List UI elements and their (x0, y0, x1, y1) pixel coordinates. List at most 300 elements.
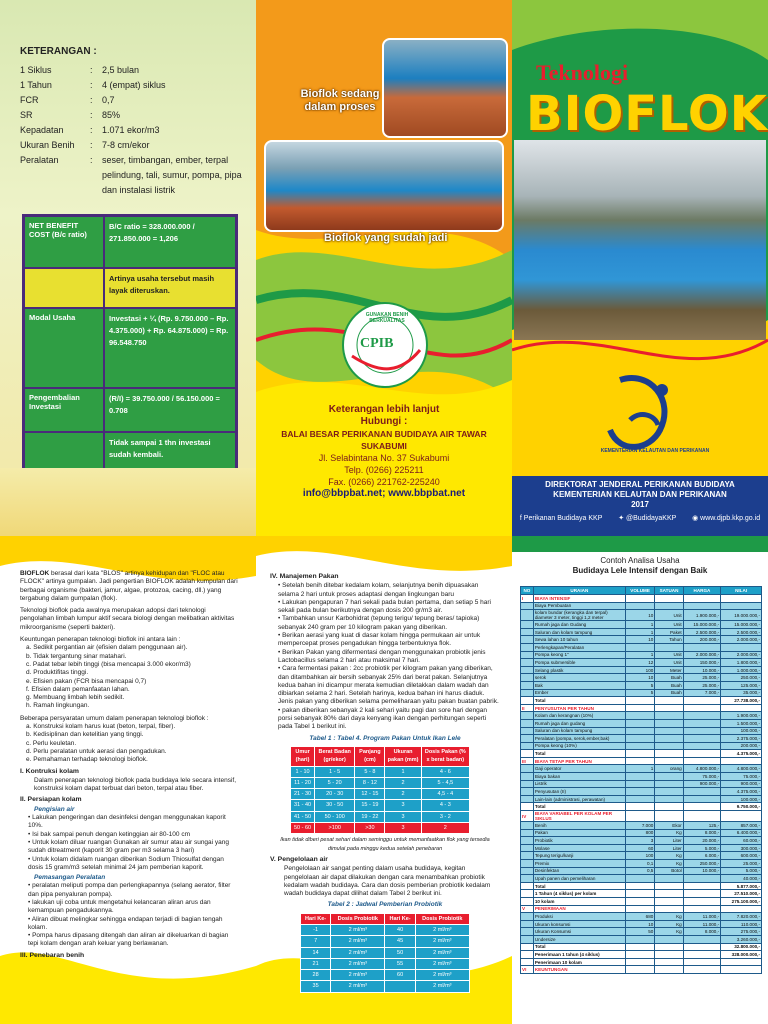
analisa-cell (625, 643, 654, 651)
analisa-cell (683, 727, 720, 735)
analisa-cell (521, 890, 534, 898)
analisa-cell (521, 621, 534, 629)
analisa-cell (683, 951, 720, 959)
analisa-cell: Tepung terigu/kanji (533, 852, 625, 860)
analisa-row (521, 610, 762, 621)
analisa-cell (683, 712, 720, 720)
analisa-cell (683, 602, 720, 610)
analisa-cell: Total (533, 697, 625, 705)
analisa-cell: 857.000,- (721, 822, 762, 830)
keterangan-row (20, 153, 250, 198)
analisa-cell (655, 602, 683, 610)
contact-address: Jl. Selabintana No. 37 Sukabumi (318, 453, 450, 463)
pemasangan-title: Pemasangan Peralatan (34, 874, 106, 882)
analisa-cell (625, 788, 654, 796)
table-cell: 2 ml/m³ (415, 981, 469, 992)
intro-text (20, 570, 240, 961)
keterangan-value: seser, timbangan, ember, terpal pelindung, tali, sumur, pompa, pipa dan instalasi listrik (102, 155, 242, 195)
list-item: h. Ramah lingkungan. (26, 702, 90, 710)
analisa-cell: KEUNTUNGAN (533, 966, 625, 974)
analisa-cell (683, 643, 720, 651)
list-item: • Untuk kolam didalam ruangan diberikan Sodium Thiosulfat dengan dosis 15 gram/m3 setelah minimal 24 jam pemberian kaporit. (28, 856, 240, 873)
analisa-cell: 100 (625, 666, 654, 674)
analisa-cell (655, 704, 683, 712)
list-item: c. Perlu keuletan. (26, 739, 77, 747)
analisa-row (521, 913, 762, 921)
analisa-cell (625, 727, 654, 735)
cpib-ring-text: GUNAKAN BENIH BERKUALITAS (365, 312, 409, 324)
analisa-cell (625, 773, 654, 781)
analisa-cell (521, 920, 534, 928)
table-row (291, 800, 470, 811)
analisa-cell: 50 (625, 928, 654, 936)
table-cell: 2 ml/m³ (331, 936, 385, 947)
table-cell: 1 (385, 766, 421, 777)
list-item: e. Pemahaman terhadap teknologi bioflok. (26, 756, 148, 764)
analisa-cell: Penerimaan 1 tahun (4 siklus) (533, 951, 625, 959)
analisa-cell: 2.000.000,- (721, 636, 762, 644)
analisa-cell (521, 742, 534, 750)
analisa-cell: Probiotik (533, 837, 625, 845)
analisa-cell: 1.900.000,- (721, 712, 762, 720)
analisa-row (521, 666, 762, 674)
analisa-cell: 2.375.000,- (721, 735, 762, 743)
list-item: d. Perlu peralatan untuk aerasi dan pengadukan. (26, 747, 167, 755)
pengisian-air-title: Pengisian air (34, 805, 75, 813)
table-row (291, 823, 470, 834)
photo-bioflok-process-2 (264, 140, 504, 232)
panel-keterangan (0, 0, 256, 536)
table-cell: >30 (355, 823, 385, 834)
analisa-cell (521, 867, 534, 875)
table-row (291, 811, 470, 822)
analisa-table (520, 586, 762, 974)
dir-line1: DIREKTORAT JENDERAL PERIKANAN BUDIDAYA (545, 480, 735, 489)
analisa-cell (655, 811, 683, 822)
analisa-cell: 4.800.000,- (683, 765, 720, 773)
analisa-cell: IV (521, 811, 534, 822)
benefit-row (25, 389, 235, 433)
facebook-icon: f (519, 515, 524, 522)
table-cell: 30 - 50 (315, 800, 355, 811)
analisa-cell: 10.000,- (683, 867, 720, 875)
analisa-cell: 150.000,- (683, 659, 720, 667)
benefit-row (25, 217, 235, 269)
analisa-cell: Unit (655, 659, 683, 667)
analisa-cell: Rumah jaga dan Gudang (533, 621, 625, 629)
section-pengelolaan-air: V. Pengelolaan air (270, 855, 328, 863)
analisa-header-cell: HARGA (683, 587, 720, 595)
analisa-cell (521, 882, 534, 890)
analisa-cell: Total (533, 882, 625, 890)
table-header-cell: Berat Badan (gr/ekor) (315, 746, 355, 766)
list-item: • Pompa harus dipasang ditengah dan aliran air dikeluarkan di bagian tepi kolam dengan arah keluar yang berlawanan. (28, 932, 240, 949)
table-cell: 1 - 5 (315, 766, 355, 777)
analisa-cell: 7.000 (625, 822, 654, 830)
analisa-cell (683, 905, 720, 913)
cpib-text: CPIB (360, 336, 394, 351)
list-item: • Setelah benih ditebar kedalam kolam, selanjutnya benih dipuasakan selama 2 hari untuk proses adaptasi dengan lingkungan baru (278, 582, 500, 599)
table-row (291, 777, 470, 788)
analisa-cell: 60.000,- (721, 837, 762, 845)
analisa-cell: 8.000,- (683, 928, 720, 936)
analisa-cell (655, 719, 683, 727)
analisa-cell: 600.000,- (721, 852, 762, 860)
analisa-cell: Listrik (533, 780, 625, 788)
list-item: • Tambahkan unsur Karbohidrat (tepung terigu/ tepung beras/ tapioka) sebanyak 240 gram per 10 kilogram pakan yang diberikan. (278, 615, 500, 632)
analisa-cell: 0,5 (625, 867, 654, 875)
analisa-row (521, 788, 762, 796)
dir-year: 2017 (631, 500, 649, 509)
analisa-row (521, 595, 762, 603)
analisa-cell: 75.000,- (683, 773, 720, 781)
table-header-cell: Dosis Probiotik (331, 913, 385, 924)
keterangan-key: Ukuran Benih (20, 140, 75, 150)
analisa-row (521, 803, 762, 811)
analisa-cell: 900.000,- (683, 780, 720, 788)
analisa-cell (625, 803, 654, 811)
analisa-cell: 5.000,- (683, 844, 720, 852)
analisa-cell: Pompa submersible (533, 659, 625, 667)
benefit-label (25, 433, 105, 469)
analisa-row (521, 735, 762, 743)
analisa-cell (683, 897, 720, 905)
analisa-cell: 100.000,- (721, 727, 762, 735)
table-header-cell: Panjang (cm) (355, 746, 385, 766)
analisa-cell: Total (533, 943, 625, 951)
intro-para3: Keuntungan penerapan teknologi bioflok ini antara lain : (20, 636, 181, 644)
analisa-cell (655, 750, 683, 758)
analisa-cell (655, 697, 683, 705)
analisa-row (521, 905, 762, 913)
analisa-cell (655, 890, 683, 898)
analisa-cell (625, 951, 654, 959)
analisa-cell (655, 905, 683, 913)
analisa-cell (683, 757, 720, 765)
table-header-cell: Hari Ke- (301, 913, 331, 924)
analisa-cell: 1.800.000,- (721, 659, 762, 667)
keterangan-colon: : (90, 110, 93, 120)
analisa-cell: 110.000,- (721, 920, 762, 928)
feed-text (270, 570, 500, 993)
analisa-row (521, 712, 762, 720)
analisa-row (521, 628, 762, 636)
table-cell: 55 (385, 958, 415, 969)
keterangan-row (20, 108, 250, 123)
analisa-cell (655, 966, 683, 974)
analisa-cell (655, 757, 683, 765)
analisa-cell: 125,- (683, 822, 720, 830)
keterangan-row (20, 93, 250, 108)
table-cell: 2 ml/m³ (415, 924, 469, 935)
pengelolaan-air-text: Pengelolaan air sangat penting dalam usaha budidaya, kegitan pengelolaan air dapat dilakukan dengan cara menambahkan probiotik kedalam wadah budidaya. Cara dan dosis pemberian probiotik kedalam wadah budidaya dapat dilihat dalam Tabel 2 berikut ini. (284, 865, 491, 898)
website-link[interactable]: ◉ www.djpb.kkp.go.id (692, 515, 761, 522)
analisa-row (521, 943, 762, 951)
analisa-cell: 250.000,- (683, 860, 720, 868)
table-header-cell: Umur (hari) (291, 746, 315, 766)
analisa-cell: Rumah jaga dan gudang (533, 719, 625, 727)
analisa-cell (521, 765, 534, 773)
analisa-cell: Tahun (655, 636, 683, 644)
cream-band (0, 468, 256, 536)
table-cell: 2 ml/m³ (415, 958, 469, 969)
keterangan-colon: : (90, 95, 93, 105)
analisa-cell (655, 643, 683, 651)
analisa-cell (521, 951, 534, 959)
table-cell: 5 - 4,5 (421, 777, 469, 788)
analisa-row (521, 935, 762, 943)
intro-para1: BIOFLOK berasal dari kata "BLOS" artinya kehidupan dan "FLOC atau FLOCK" artinya gumpalan. Jadi pengertian BIOFLOK adalah kumpulan dari berbagai organisme (bakteri, jamur, algae, protozoa, cacing, dll.) yang tergabung dalam gumpalan (flok). (20, 570, 238, 602)
analisa-cell (683, 697, 720, 705)
analisa-cell: 2.500.000,- (721, 628, 762, 636)
analisa-cell (521, 829, 534, 837)
analisa-cell (625, 882, 654, 890)
benefit-value: Artinya usaha tersebut masih layak diteruskan. (105, 269, 235, 307)
list-item: a. Sedikit pergantian air (efisien dalam penggunaan air). (26, 644, 188, 652)
keterangan-row (20, 63, 250, 78)
analisa-cell (625, 780, 654, 788)
analisa-cell: Ember (533, 689, 625, 697)
facebook-link[interactable]: f Perikanan Budidaya KKP (519, 515, 603, 522)
analisa-cell: V (521, 905, 534, 913)
keterangan-colon: : (90, 140, 93, 150)
keterangan-value: 2,5 bulan (102, 65, 140, 75)
photo-bioflok-process-1 (382, 38, 508, 138)
analisa-cell: BIAYA TETAP PER TAHUN (533, 757, 625, 765)
analisa-cell: Biaya bakan (533, 773, 625, 781)
analisa-cell (655, 875, 683, 883)
analisa-row (521, 860, 762, 868)
analisa-cell (625, 905, 654, 913)
analisa-cell: 3 (625, 837, 654, 845)
analisa-cell: Ukuran Konsumsi (533, 928, 625, 936)
analisa-cell (521, 875, 534, 883)
keterangan-key: 1 Siklus (20, 65, 52, 75)
analisa-cell (683, 890, 720, 898)
analisa-cell: 1.000.000,- (721, 666, 762, 674)
analisa-cell: Peralatan (pompa, serok,ember,bak) (533, 735, 625, 743)
table-cell: 41 - 50 (291, 811, 315, 822)
table-cell: 8 - 12 (355, 777, 385, 788)
analisa-cell: Premix (533, 860, 625, 868)
table-cell: 2 ml/m³ (331, 947, 385, 958)
analisa-cell: Liter (655, 844, 683, 852)
analisa-cell: Perlengkapan/Peralatan (533, 643, 625, 651)
list-item: a. Konstruksi kolam harus kuat (beton, terpal, fiber). (26, 723, 176, 731)
table-header-cell: Hari Ke- (385, 913, 415, 924)
cover-title-teknologi: Teknologi (536, 60, 629, 85)
keterangan-colon: : (90, 80, 93, 90)
list-item: • Untuk kolam diluar ruangan Gunakan air sumur atau air sungai yang sudah ditreatment (kaporit 30 gram per m3 selama 3 hari) (28, 839, 240, 856)
table-cell: 5 - 8 (355, 766, 385, 777)
analisa-cell: Bak (533, 681, 625, 689)
analisa-row (521, 928, 762, 936)
social-row (512, 514, 768, 524)
analisa-header-cell: VOLUME (625, 587, 654, 595)
analisa-cell: 5.877.000,- (721, 882, 762, 890)
analisa-cell: 900.000,- (721, 780, 762, 788)
analisa-cell (521, 674, 534, 682)
analisa-cell (521, 773, 534, 781)
analisa-row (521, 822, 762, 830)
analisa-cell: PENYUSUTAN PER TAHUN (533, 704, 625, 712)
analisa-cell (625, 897, 654, 905)
contact-block (262, 404, 506, 500)
analisa-cell: Kg (655, 852, 683, 860)
contact-web[interactable]: info@bbpbat.net; www.bbpbat.net (302, 488, 466, 499)
analisa-cell (655, 943, 683, 951)
analisa-cell: 20.000,- (683, 837, 720, 845)
analisa-cell (521, 750, 534, 758)
analisa-cell: BIAYA VARIABEL PER KOLAM PER SIKLUS (533, 811, 625, 822)
analisa-cell: 27.738.000,- (721, 697, 762, 705)
analisa-title-2: Budidaya Lele Intensif dengan Baik (572, 566, 708, 575)
kkp-text: KEMENTERIAN KELAUTAN DAN PERIKANAN (600, 448, 710, 454)
analisa-cell (683, 966, 720, 974)
analisa-cell (521, 943, 534, 951)
analisa-cell (625, 958, 654, 966)
analisa-row (521, 689, 762, 697)
analisa-cell: 40.000,- (721, 875, 762, 883)
analisa-cell (521, 913, 534, 921)
analisa-cell: Penyusutan (II) (533, 788, 625, 796)
section-persiapan: II. Persiapan kolam (20, 796, 82, 804)
analisa-cell: Biaya Pembuatan (533, 602, 625, 610)
analisa-cell (625, 757, 654, 765)
keterangan-value: 0,7 (102, 95, 115, 105)
table-cell: 1 - 10 (291, 766, 315, 777)
analisa-cell (721, 757, 762, 765)
analisa-cell (521, 928, 534, 936)
table-cell: 2 (421, 823, 469, 834)
list-item: • peralatan meliputi pompa dan perlengkapannya (selang aerator, filter dan pipa penyaluran pompa). (28, 882, 240, 899)
keterangan-row (20, 123, 250, 138)
table-row (301, 947, 470, 958)
table-header-row (291, 746, 470, 766)
twitter-link[interactable]: ✦ @BudidayaKKP (618, 515, 677, 522)
analisa-cell: PENERIMAAN (533, 905, 625, 913)
table-cell: 3 (385, 823, 421, 834)
analisa-cell (521, 643, 534, 651)
table-cell: 2 ml/m³ (331, 924, 385, 935)
analisa-cell: Paket (655, 628, 683, 636)
analisa-row (521, 844, 762, 852)
analisa-cell (683, 958, 720, 966)
table-header-row (301, 913, 470, 924)
table-cell: 3 (385, 800, 421, 811)
analisa-cell: Total (533, 750, 625, 758)
table-cell: 40 (385, 924, 415, 935)
analisa-cell: 35.000,- (721, 689, 762, 697)
analisa-cell: Upah panen dan pemeliharan (533, 875, 625, 883)
analisa-cell (655, 935, 683, 943)
analisa-cell (521, 689, 534, 697)
analisa-cell: 25.000,- (683, 681, 720, 689)
contact-org: BALAI BESAR PERIKANAN BUDIDAYA AIR TAWAR SUKABUMI (281, 429, 487, 451)
analisa-cell: Buah (655, 674, 683, 682)
analisa-cell (625, 966, 654, 974)
analisa-row (521, 966, 762, 974)
analisa-header-cell: NILAI (721, 587, 762, 595)
analisa-cell: Lain-lain (administrasi, perawatan) (533, 795, 625, 803)
analisa-cell (521, 780, 534, 788)
intro-para4: Beberapa persyaratan umum dalam penerapan teknologi bioflok : (20, 714, 209, 722)
keterangan-colon: : (90, 125, 93, 135)
analisa-header-cell: SATUAN (655, 587, 683, 595)
analisa-cell: Gaji operator (533, 765, 625, 773)
analisa-cell: 12 (625, 659, 654, 667)
section-penebaran: III. Penebaran benih (20, 951, 85, 959)
table-cell: 2 ml/m³ (331, 970, 385, 981)
analisa-cell: Pakan (533, 829, 625, 837)
analisa-header-row (521, 587, 762, 595)
table-row (291, 766, 470, 777)
globe-icon: ◉ (692, 515, 701, 522)
analisa-cell (655, 803, 683, 811)
table-cell: 4 - 6 (421, 766, 469, 777)
analisa-cell: Total (533, 803, 625, 811)
analisa-cell (521, 860, 534, 868)
table-cell: 2 (385, 789, 421, 800)
konstruksi-text: Dalam penerapan teknologi bioflok pada budidaya lele secara intensif, konstruksi kolam dapat terbuat dari beton, terpal atau fiber. (34, 776, 236, 793)
caption-bioflok-sedang: Bioflok sedang dalam proses (300, 88, 380, 113)
panel-intro (0, 536, 256, 1024)
analisa-row (521, 773, 762, 781)
analisa-cell: 100.000,- (721, 795, 762, 803)
analisa-cell (521, 958, 534, 966)
analisa-cell (521, 735, 534, 743)
analisa-cell: III (521, 757, 534, 765)
analisa-cell: 125.000,- (721, 681, 762, 689)
analisa-row (521, 621, 762, 629)
list-item: • Cara fermentasi pakan : 2cc probiotik per kilogram pakan yang diberikan, dan ditambahkan air bersih sebanyak 25% dari berat pakan. Selanjutnya kedua bahan ini dicampur merata kemudian diletakkan dalam wadah dan dibiarkan selama 2 hari. Setelah harinya, kedua bahan ini harus diaduk. Jenis pakan yang diberikan selama pemeliharaan yaitu pakan buatan pabrik. (278, 665, 500, 706)
keterangan-key: 1 Tahun (20, 80, 52, 90)
analisa-cell: 275.100.000,- (721, 897, 762, 905)
keterangan-row (20, 138, 250, 153)
analisa-cell (521, 897, 534, 905)
benefit-label: NET BENEFIT COST (B/c ratio) (25, 217, 105, 267)
analisa-cell (683, 795, 720, 803)
keterangan-list (20, 63, 250, 198)
analisa-cell: 7.820.000,- (721, 913, 762, 921)
analisa-cell: 15.000.000,- (721, 621, 762, 629)
table-cell: 28 (301, 970, 331, 981)
analisa-row (521, 643, 762, 651)
syarat-list (26, 723, 240, 764)
analisa-cell (521, 681, 534, 689)
analisa-cell: 1 Tahun (4 siklus) per kolam (533, 890, 625, 898)
analisa-cell (721, 905, 762, 913)
analisa-cell: 32.800.000,- (721, 943, 762, 951)
analisa-cell: Buah (655, 689, 683, 697)
analisa-cell (625, 595, 654, 603)
analisa-cell (721, 595, 762, 603)
analisa-cell (521, 712, 534, 720)
table-cell: 60 (385, 970, 415, 981)
analisa-cell: Ukuran konsumsi (533, 920, 625, 928)
analisa-cell: Ekor (655, 822, 683, 830)
analisa-cell (625, 712, 654, 720)
contact-phone: Telp. (0266) 225211 (344, 465, 424, 475)
analisa-cell: Saluran dan kolam tampung (533, 628, 625, 636)
analisa-cell: Produksi (533, 913, 625, 921)
analisa-cell: Saluran dan kolam tampung (533, 727, 625, 735)
analisa-cell: 328.000.000,- (721, 951, 762, 959)
analisa-cell: 200.000,- (683, 636, 720, 644)
benefit-label (25, 269, 105, 307)
analisa-row (521, 651, 762, 659)
intro-para2: Teknologi bioflok pada awalnya merupakan adopsi dari teknologi pengolahan limbah lumpur aktif secara biologi dengan melibatkan aktivitas mikroorganisme (seperti bakteri). (20, 607, 235, 631)
